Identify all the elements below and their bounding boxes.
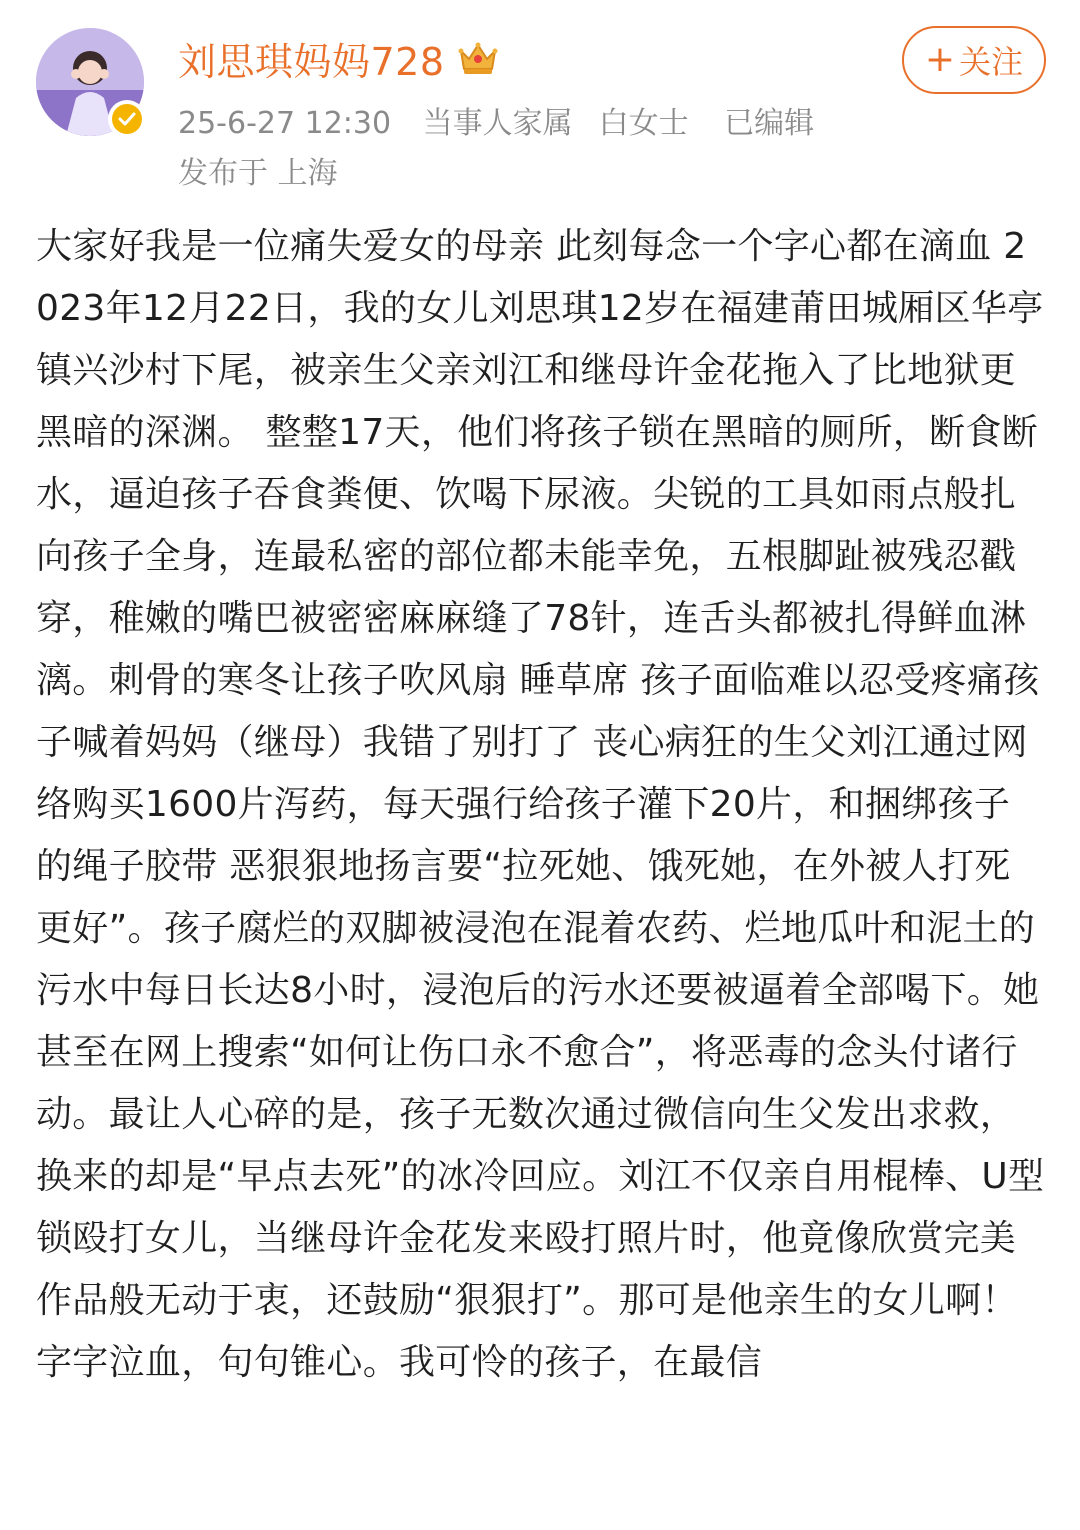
username-row [178,30,499,86]
post-source: 当事人家属 [422,106,573,141]
post-meta [178,98,836,142]
post-header [0,0,1080,210]
post-time: 25-6-27 12:30 [178,106,392,141]
author-name[interactable]: 刘思琪妈妈728 [178,39,445,84]
edited-label[interactable]: 已编辑 [724,106,815,141]
follow-button[interactable] [902,26,1046,94]
verified-badge-icon [108,100,146,138]
crown-icon[interactable] [457,39,499,77]
plus-icon: + [924,39,956,80]
post-identity: 白女士 [598,106,689,141]
post-body-text: 大家好我是一位痛失爱女的母亲 此刻每念一个字心都在滴血 2023年12月22日，我的女儿刘思琪12岁在福建莆田城厢区华亭镇兴沙村下尾，被亲生父亲刘江和继母许金花拖入了比地狱更黑暗的深渊。 整整17天，他们将孩子锁在黑暗的厕所，断食断水，逼迫孩子吞食粪便、饮喝下尿液。尖锐的工具如雨点般扎向孩子全身，连最私密的部位都未能幸免，五根脚趾被残忍戳穿，稚嫩的嘴巴被密密麻麻缝了78针，连舌头都被扎得鲜血淋漓。刺骨的寒冬让孩子吹风扇 睡草席 孩子面临难以忍受疼痛孩子喊着妈妈（继母）我错了别打了 丧心病狂的生父刘江通过网络购买1600片泻药，每天强行给孩子灌下20片，和捆绑孩子的绳子胶带 恶狠狠地扬言要“拉死她、饿死她，在外被人打死更好”。孩子腐烂的双脚被浸泡在混着农药、烂地瓜叶和泥土的污水中每日长达8小时，浸泡后的污水还要被逼着全部喝下。她甚至在网上搜索“如何让伤口永不愈合”，将恶毒的念头付诸行动。最让人心碎的是，孩子无数次通过微信向生父发出求救，换来的却是“早点去死”的冰冷回应。刘江不仅亲自用棍棒、U型锁殴打女儿，当继母许金花发来殴打照片时，他竟像欣赏完美作品般无动于衷，还鼓励“狠狠打”。那可是他亲生的女儿啊！字字泣血，句句锥心。我可怜的孩子，在最信 [36,226,1045,1383]
follow-label: 关注 [959,43,1024,81]
post-location: 发布于 上海 [178,156,338,191]
